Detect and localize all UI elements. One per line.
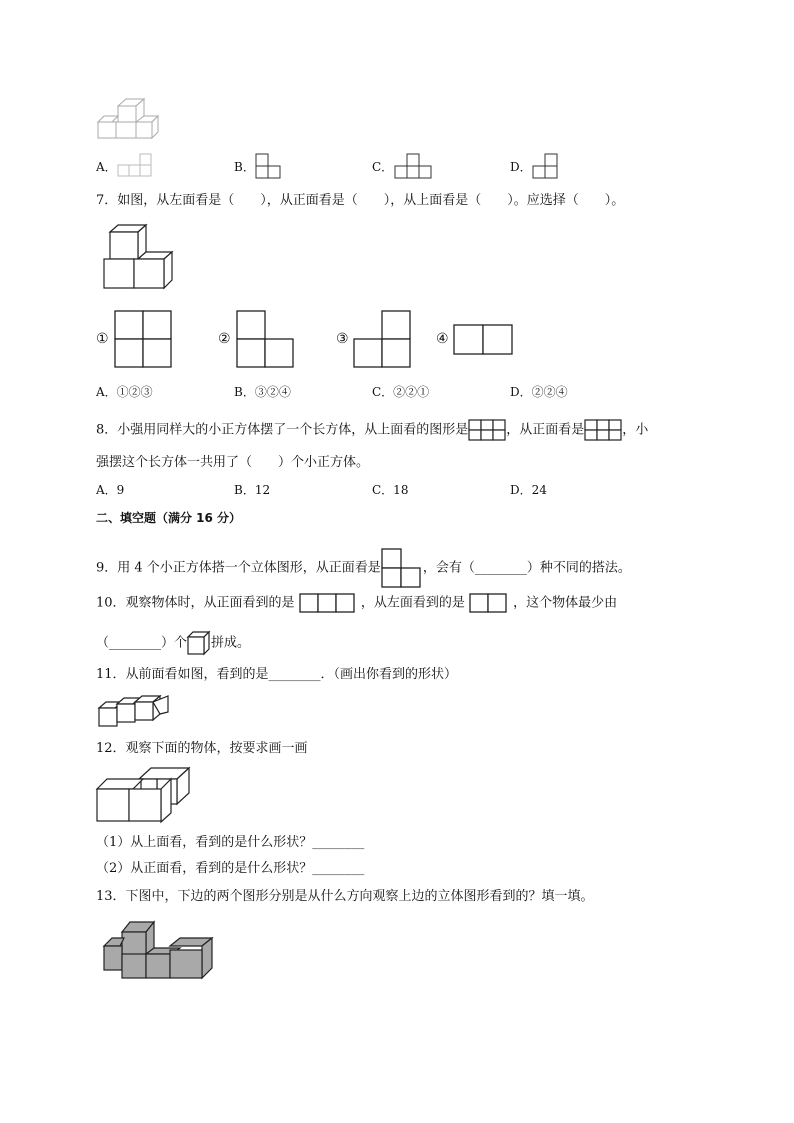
q7-view-label-1: ①: [96, 331, 109, 347]
q12-sub2: （2）从正面看，看到的是什么形状？________: [96, 861, 365, 876]
q6-option-b-figure: [256, 152, 286, 180]
q6-option-a-figure: [118, 152, 154, 178]
q7-question: 7．如图，从左面看是（ ），从正面看是（ ），从上面看是（ ）。应选择（ ）。: [96, 193, 625, 208]
q6-option-d[interactable]: D．: [510, 160, 532, 174]
q8-question-line2: 强摆这个长方体一共用了（ ）个小正方体。: [96, 455, 370, 470]
q8-option-d[interactable]: D．24: [510, 483, 547, 497]
q11-question: 11．从前面看如图，看到的是________．（画出你看到的形状）: [96, 667, 458, 682]
cube-icon: [187, 631, 211, 655]
q6-option-c-figure: [395, 152, 435, 180]
q7-option-d[interactable]: D．②②④: [510, 385, 568, 399]
q9-question: 9．用 4 个小正方体搭一个立体图形，从正面看是 ，会有（________）种不同的搭法。: [96, 548, 631, 588]
q7-cube-figure: [102, 222, 174, 292]
q7-view-label-3: ③: [336, 331, 349, 347]
q7-view-3: [353, 310, 413, 368]
q8-option-a[interactable]: A．9: [96, 483, 125, 497]
q12-cube-figure: [95, 765, 191, 823]
q12-sub1: （1）从上面看，看到的是什么形状？________: [96, 835, 365, 850]
q6-option-a[interactable]: A．: [96, 160, 117, 174]
q7-view-label-2: ②: [218, 331, 231, 347]
q7-view-2: [236, 310, 296, 368]
q11-cube-figure: [98, 694, 174, 730]
q9-front-view-figure: [381, 548, 423, 588]
q6-option-b[interactable]: B．: [234, 160, 255, 174]
q13-cube-figure: [102, 918, 214, 980]
q8-front-view-figure: [584, 419, 622, 441]
q6-option-d-figure: [533, 152, 563, 180]
q7-view-1: [114, 310, 174, 368]
q8-question-line1: 8．小强用同样大的小正方体摆了一个长方体，从上面看的图形是 ，从正面看是 ，小: [96, 419, 648, 441]
section-title: 二、填空题（满分 16 分）: [96, 511, 242, 525]
q8-option-b[interactable]: B．12: [234, 483, 271, 497]
q7-view-4: [453, 324, 515, 356]
q7-option-c[interactable]: C．②②①: [372, 385, 430, 399]
q6-cube-figure: [96, 98, 168, 140]
q8-top-view-figure: [468, 419, 506, 441]
q8-option-c[interactable]: C．18: [372, 483, 409, 497]
q13-question: 13．下图中，下边的两个图形分别是从什么方向观察上边的立体图形看到的？填一填。: [96, 889, 594, 904]
q10-question-line1: 10．观察物体时，从正面看到的是 ，从左面看到的是 ，这个物体最少由: [96, 593, 617, 613]
q10-question-line2: （________）个 拼成。: [96, 631, 250, 655]
q7-option-a[interactable]: A．①②③: [96, 385, 153, 399]
q10-left-view-figure: [469, 593, 509, 613]
q7-option-b[interactable]: B．③②④: [234, 385, 291, 399]
q7-view-label-4: ④: [436, 331, 449, 347]
q6-option-c[interactable]: C．: [372, 160, 394, 174]
q10-front-view-figure: [299, 593, 357, 613]
q12-question: 12．观察下面的物体，按要求画一画: [96, 741, 308, 756]
